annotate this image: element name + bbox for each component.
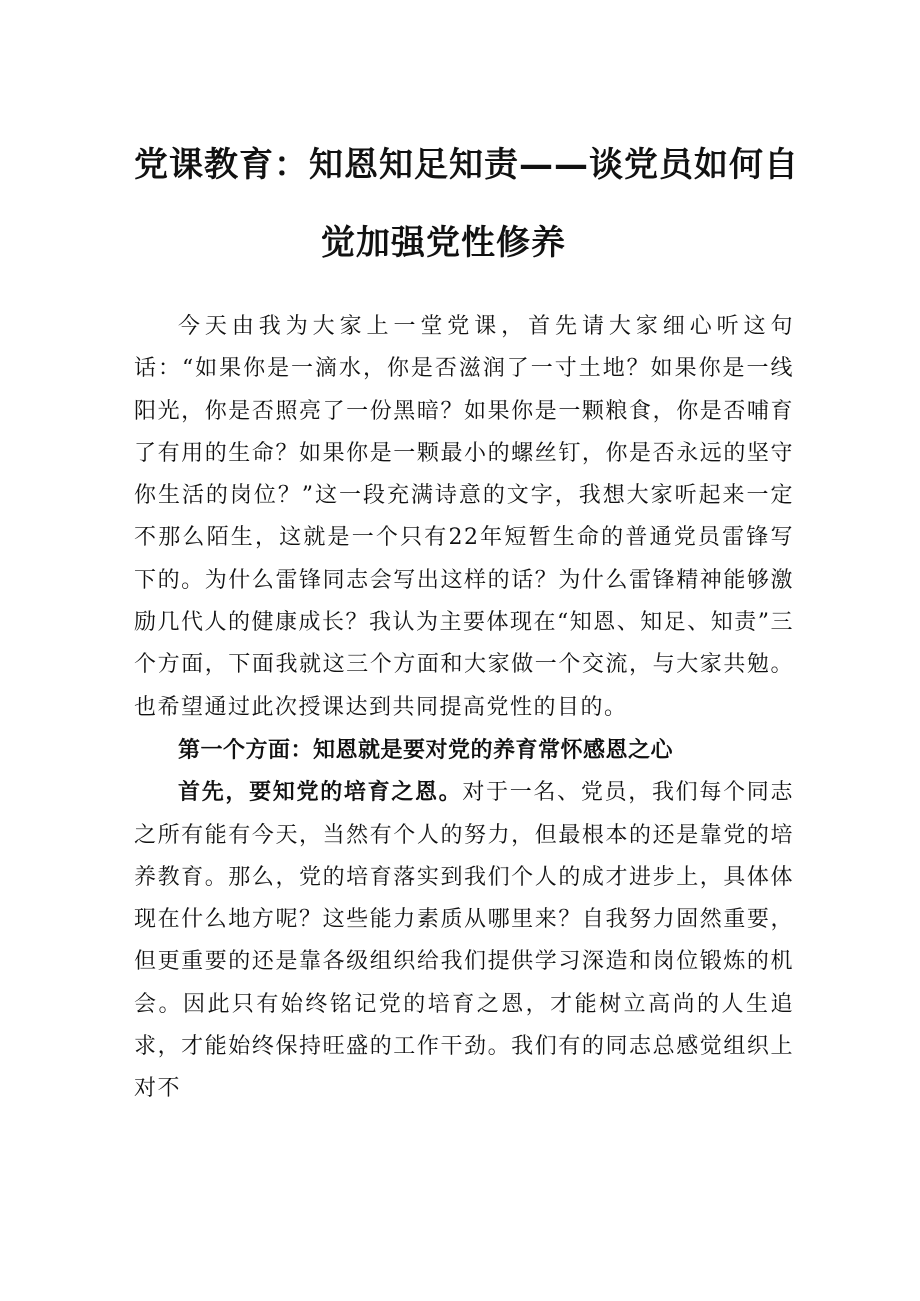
document-body: [134, 306, 794, 1111]
paragraph-2: [134, 771, 794, 1110]
document-title-line-2: 觉加强党性修养: [321, 223, 566, 263]
intro-paragraph: 今天由我为大家上一堂党课，首先请大家细心听这句话：“如果你是一滴水，你是否滋润了一寸土地？如果你是一线阳光，你是否照亮了一份黑暗？如果你是一颗粮食，你是否哺育了有用的生命？如果你是一颗最小的螺丝钉，你是否永远的坚守你生活的岗位？”这一段充满诗意的文字，我想大家听起来一定不那么陌生，这就是一个只有22年短暂生命的普通党员雷锋写下的。为什么雷锋同志会写出这样的话？为什么雷锋精神能够激励几代人的健康成长？我认为主要体现在“知恩、知足、知责”三个方面，下面我就这三个方面和大家做一个交流，与大家共勉。也希望通过此次授课达到共同提高党性的目的。: [134, 314, 794, 720]
document-title-line-1: 党课教育：知恩知足知责——谈党员如何自: [134, 145, 799, 185]
paragraph-2-text: 对于一名、党员，我们每个同志之所有能有今天，当然有个人的努力，但最根本的还是靠党的培养教育。那么，党的培育落实到我们个人的成才进步上，具体体现在什么地方呢？这些能力素质从哪里来？自我努力固然重要，但更重要的还是靠各级组织给我们提供学习深造和岗位锻炼的机会。因此只有始终铭记党的培育之恩，才能树立高尚的人生追求，才能始终保持旺盛的工作干劲。我们有的同志总感觉组织上对不: [134, 780, 794, 1102]
paragraph-2-lead: 首先，要知党的培育之恩。: [178, 779, 463, 806]
section-1-heading: 第一个方面：知恩就是要对党的养育常怀感恩之心: [178, 736, 674, 763]
